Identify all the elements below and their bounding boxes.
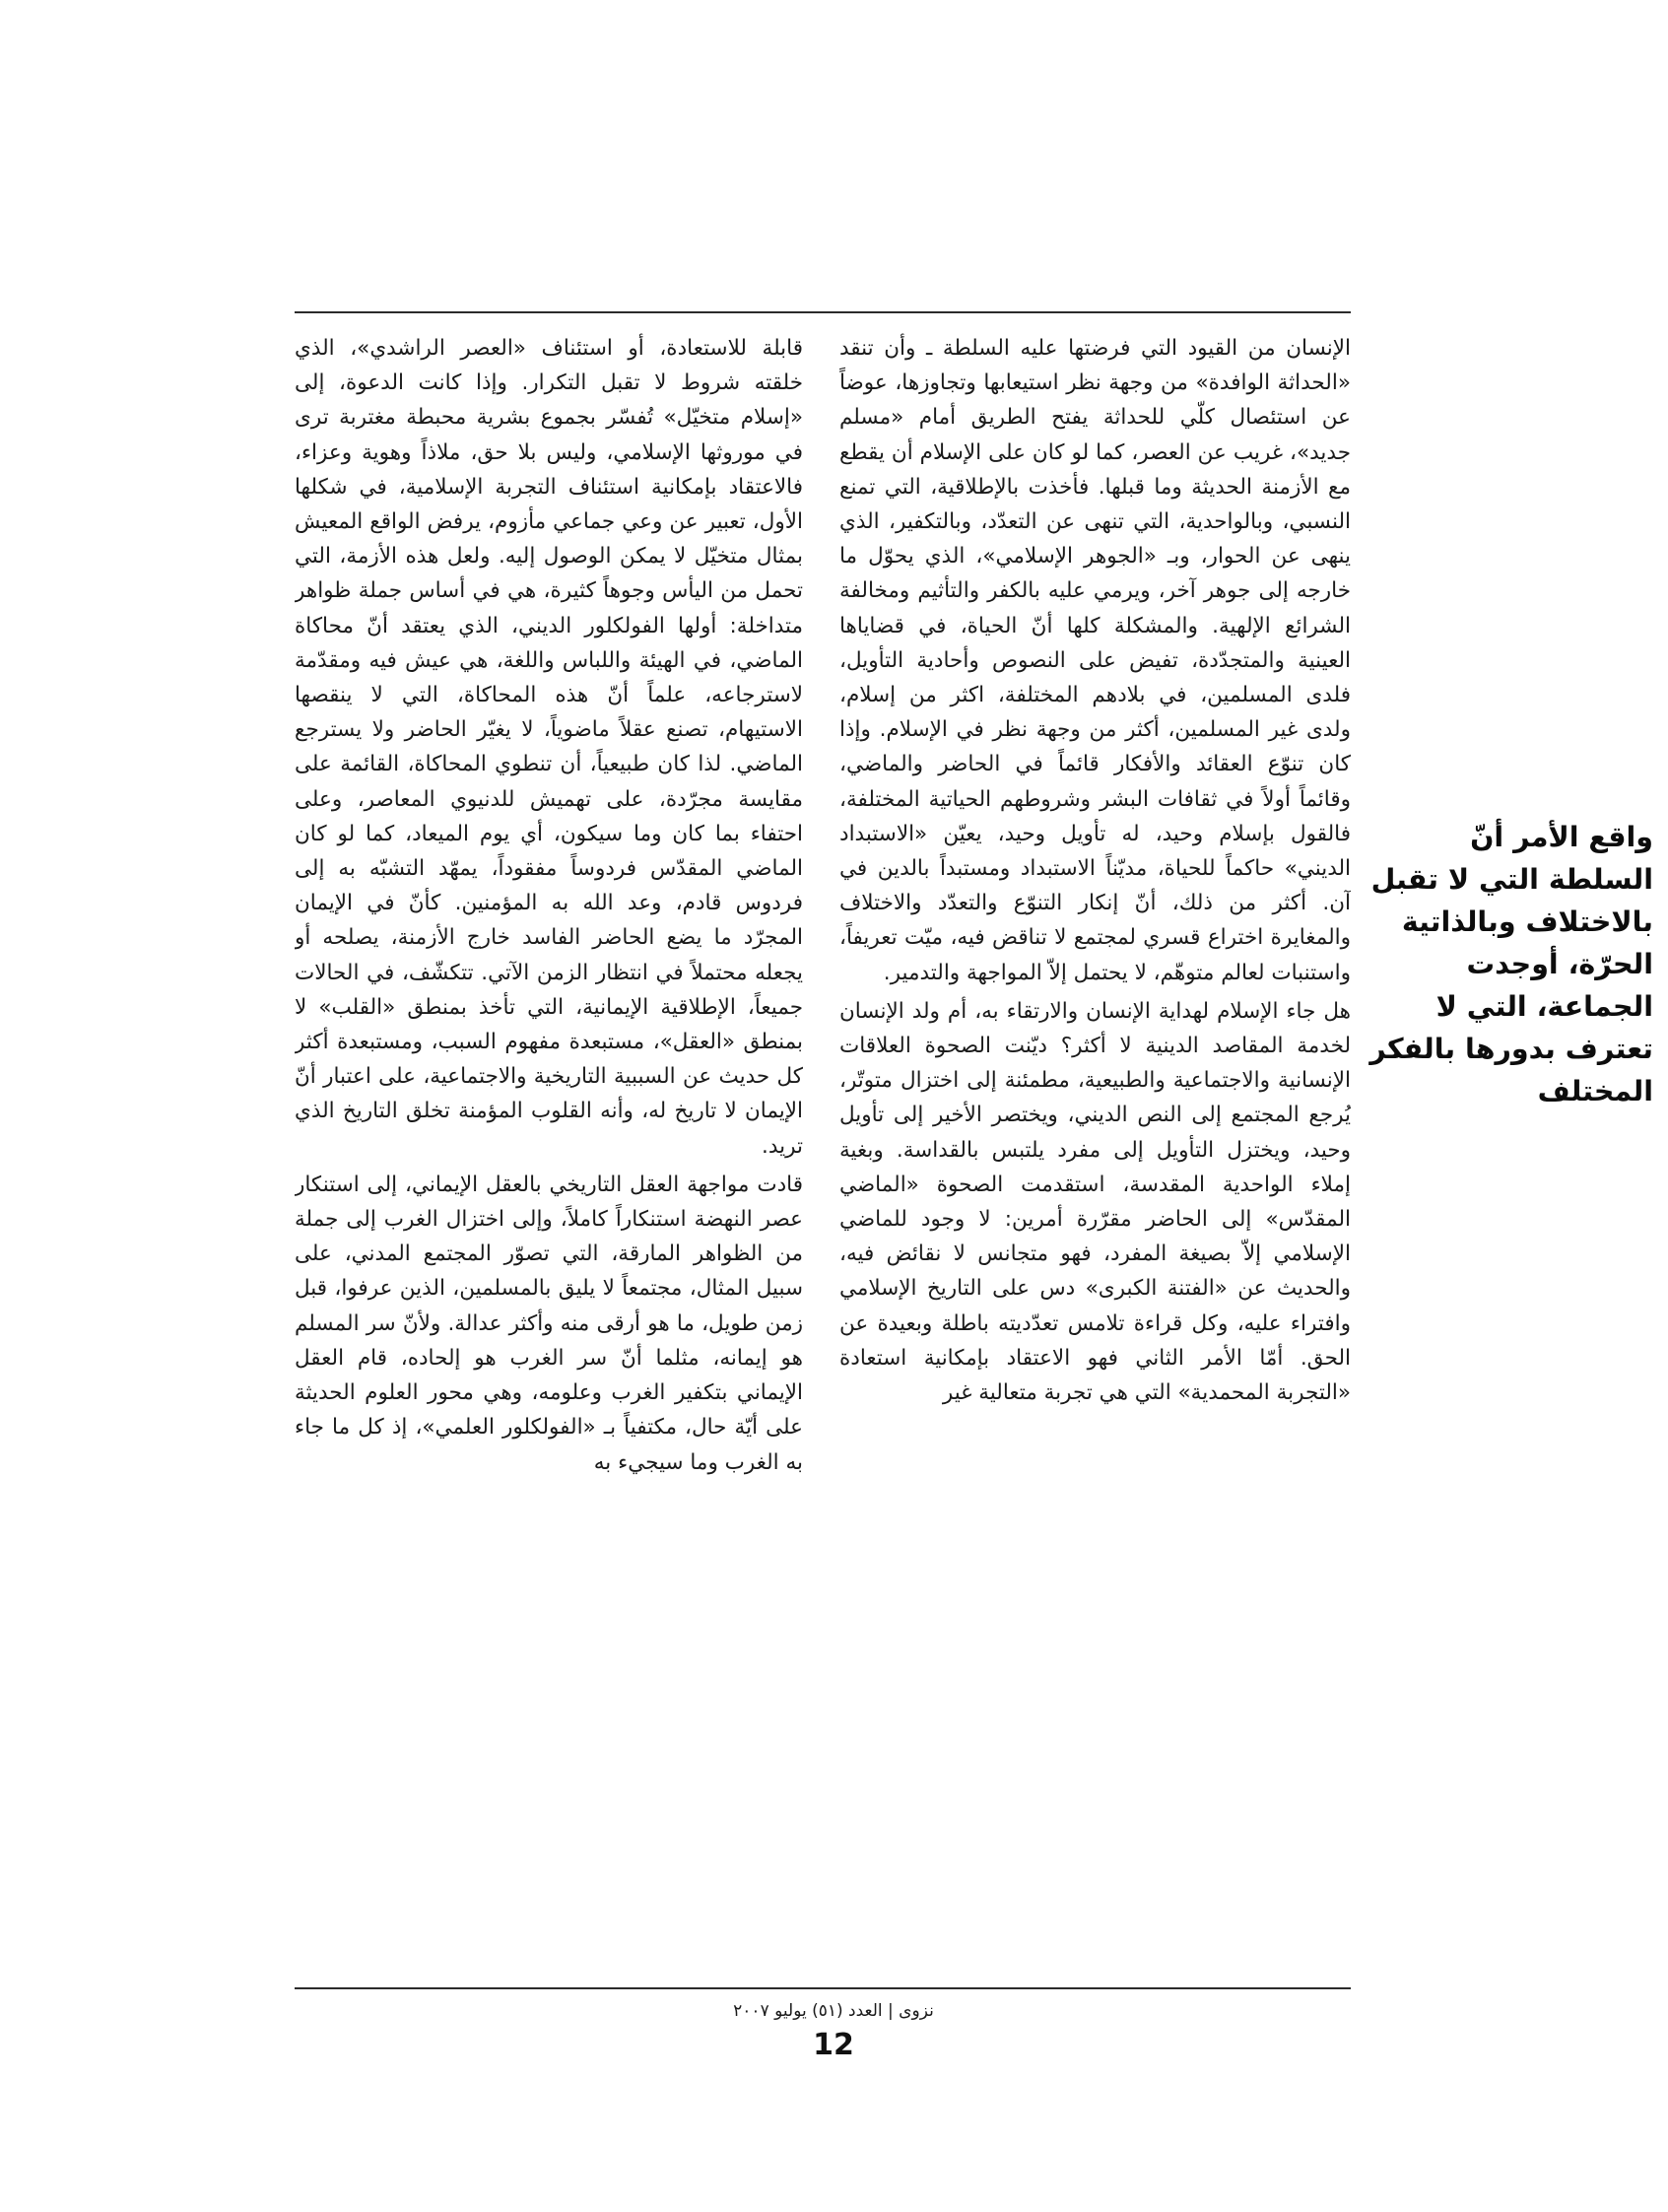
page-number: 12: [813, 2028, 854, 2062]
article-paragraph: قابلة للاستعادة، أو استئناف «العصر الراشدي»، الذي خلقته شروط لا تقبل التكرار. وإذا كانت الدعوة، إلى «إسلام متخيّل» تُفسّر بجموع بشرية محبطة مغتربة ترى في موروثها الإسلامي، وليس بلا حق، ملاذاً وهوية وعزاء، فالاعتقاد بإمكانية استئناف التجربة الإسلامية، في شكلها الأول، تعبير عن وعي جماعي مأزوم، يرفض الواقع المعيش بمثال متخيّل لا يمكن الوصول إليه. ولعل هذه الأزمة، التي تحمل من اليأس وجوهاً كثيرة، هي في أساس جملة ظواهر متداخلة: أولها الفولكلور الديني، الذي يعتقد أنّ محاكاة الماضي، في الهيئة واللباس واللغة، هي عيش فيه ومقدّمة لاسترجاعه، علماً أنّ هذه المحاكاة، التي لا ينقصها الاستيهام، تصنع عقلاً ماضوياً، لا يغيّر الحاضر ولا يسترجع الماضي. لذا كان طبيعياً، أن تنطوي المحاكاة، القائمة على مقايسة مجرّدة، على تهميش للدنيوي المعاصر، وعلى احتفاء بما كان وما سيكون، أي يوم الميعاد، كما لو كان الماضي المقدّس فردوساً مفقوداً، يمهّد التشبّه به إلى فردوس قادم، وعد الله به المؤمنين. كأنّ في الإيمان المجرّد ما يضع الحاضر الفاسد خارج الأزمنة، يصلحه أو يجعله محتملاً في انتظار الزمن الآتي. تتكشّف، في الحالات جميعاً، الإطلاقية الإيمانية، التي تأخذ بمنطق «القلب» لا بمنطق «العقل»، مستبعدة مفهوم السبب، ومستبعدة أكثر كل حديث عن السببية التاريخية والاجتماعية، على اعتبار أنّ الإيمان لا تاريخ له، وأنه القلوب المؤمنة تخلق التاريخ الذي تريد.: [295, 336, 803, 1159]
article-column-left: [295, 331, 803, 1978]
article-paragraph: الإنسان من القيود التي فرضتها عليه السلطة ـ وأن تنقد «الحداثة الوافدة» من وجهة نظر استيعابها وتجاوزها، عوضاً عن استئصال كلّي للحداثة يفتح الطريق أمام «مسلم جديد»، غريب عن العصر، كما لو كان على الإسلام أن يقطع مع الأزمنة الحديثة وما قبلها. فأخذت بالإطلاقية، التي تمنع النسبي، وبالواحدية، التي تنهى عن التعدّد، وبالتكفير، الذي ينهى عن الحوار، وبـ «الجوهر الإسلامي»، الذي يحوّل ما خارجه إلى جوهر آخر، ويرمي عليه بالكفر والتأثيم ومخالفة الشرائع الإلهية. والمشكلة كلها أنّ الحياة، في قضاياها العينية والمتجدّدة، تفيض على النصوص وأحادية التأويل، فلدى المسلمين، في بلادهم المختلفة، اكثر من إسلام، ولدى غير المسلمين، أكثر من وجهة نظر في الإسلام. وإذا كان تنوّع العقائد والأفكار قائماً في الحاضر والماضي، وقائماً أولاً في ثقافات البشر وشروطهم الحياتية المختلفة، فالقول بإسلام وحيد، له تأويل وحيد، يعيّن «الاستبداد الديني» حاكماً للحياة، مديّناً الاستبداد ومستبداً بالدين في آن. أكثر من ذلك، أنّ إنكار التنوّع والتعدّد والاختلاف والمغايرة اختراع قسري لمجتمع لا تناقض فيه، ميّت تعريفاً، واستنبات لعالم متوهّم، لا يحتمل إلاّ المواجهة والتدمير.: [839, 336, 1351, 985]
footer-publication-line: نزوى | العدد (٥١) يوليو ٢٠٠٧: [733, 2001, 934, 2021]
article-paragraph: هل جاء الإسلام لهداية الإنسان والارتقاء به، أم ولد الإنسان لخدمة المقاصد الدينية لا أكثر؟ ديّنت الصحوة العلاقات الإنسانية والاجتماعية والطبيعية، مطمئنة إلى اختزال متوتّر، يُرجع المجتمع إلى النص الديني، ويختصر الأخير إلى تأويل وحيد، ويختزل التأويل إلى مفرد يلتبس بالقداسة. وبغية إملاء الواحدية المقدسة، استقدمت الصحوة «الماضي المقدّس» إلى الحاضر مقرّرة أمرين: لا وجود للماضي الإسلامي إلاّ بصيغة المفرد، فهو متجانس لا نقائض فيه، والحديث عن «الفتنة الكبرى» دس على التاريخ الإسلامي وافتراء عليه، وكل قراءة تلامس تعدّديته باطلة وبعيدة عن الحق. أمّا الأمر الثاني فهو الاعتقاد بإمكانية استعادة «التجربة المحمدية» التي هي تجربة متعالية غير: [839, 998, 1351, 1406]
article-column-right: [839, 331, 1351, 1978]
pull-quote: واقع الأمر أنّ السلطة التي لا تقبل بالاختلاف وبالذاتية الحرّة، أوجدت الجماعة، التي لا تعترف بدورها بالفكر المختلف: [1369, 821, 1653, 1107]
top-divider: [295, 311, 1351, 313]
article-paragraph: قادت مواجهة العقل التاريخي بالعقل الإيماني، إلى استنكار عصر النهضة استنكاراً كاملاً، وإلى اختزال الغرب إلى جملة من الظواهر المارقة، التي تصوّر المجتمع المدني، على سبيل المثال، مجتمعاً لا يليق بالمسلمين، الذين عرفوا، قبل زمن طويل، ما هو أرقى منه وأكثر عدالة. ولأنّ سر المسلم هو إيمانه، مثلما أنّ سر الغرب هو إلحاده، قام العقل الإيماني بتكفير الغرب وعلومه، وهي محور العلوم الحديثة على أيّة حال، مكتفياً بـ «الفولكلور العلمي»، إذ كل ما جاء به الغرب وما سيجيء به: [295, 1172, 803, 1475]
bottom-divider: [295, 1987, 1351, 1989]
